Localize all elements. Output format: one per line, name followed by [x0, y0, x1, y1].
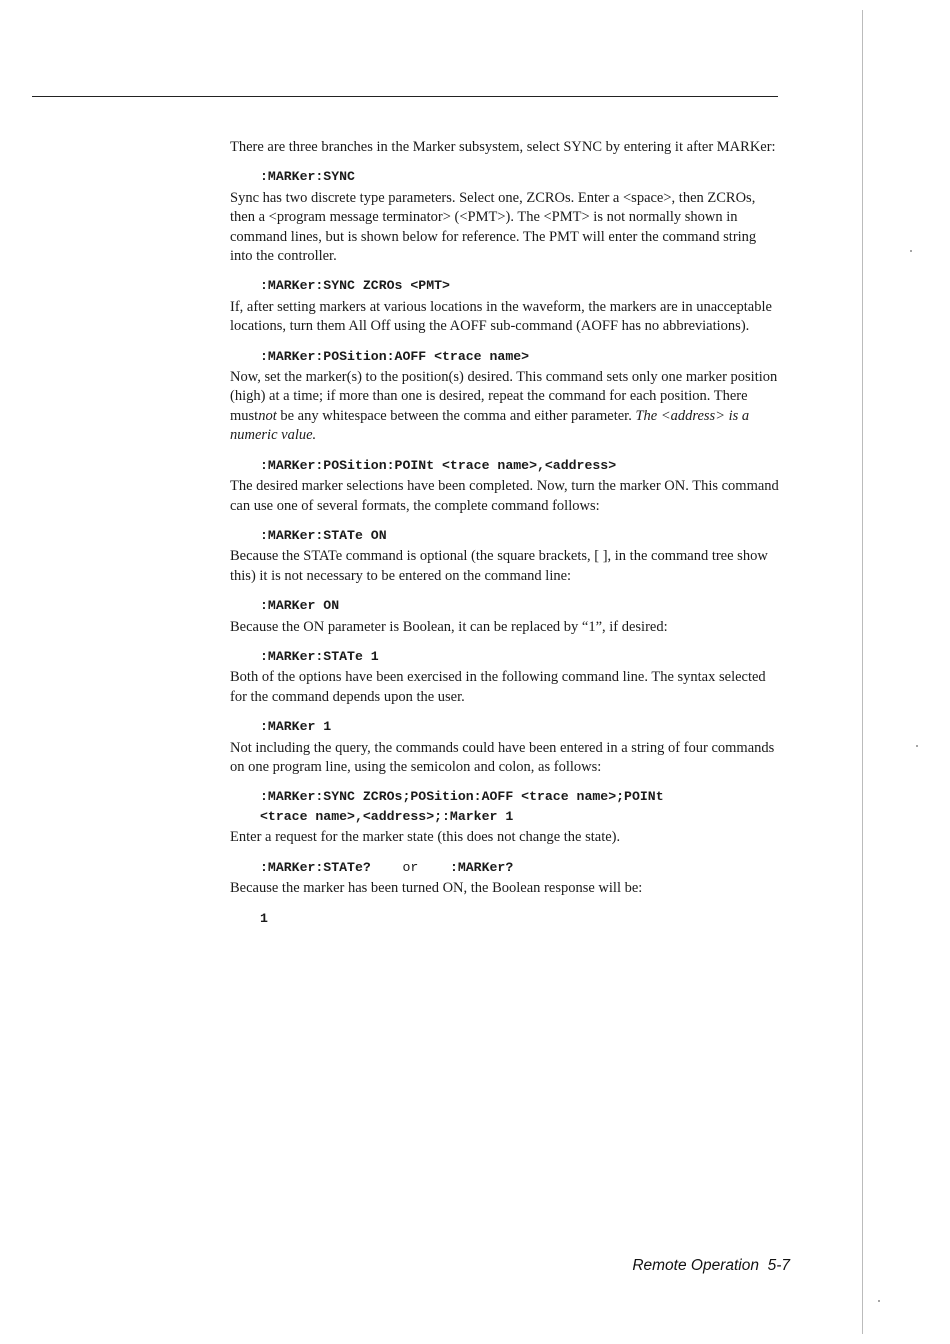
- command-position-point: :MARKer:POSition:POINt <trace name>,<address>: [260, 457, 617, 473]
- command-marker-1: :MARKer 1: [260, 719, 332, 735]
- command-combined-line1: :MARKer:SYNC ZCROs;POSition:AOFF <trace name>;POINt: [260, 789, 664, 805]
- scan-speck: [916, 745, 918, 747]
- scan-speck: [910, 250, 912, 252]
- command-marker-on: :MARKer ON: [260, 598, 340, 614]
- command-query: [260, 858, 782, 877]
- paragraph-aoff-text: If, after setting markers at various locations in the waveform, the markers are in unacceptable locations, turn them All Off using the AOFF sub-command (AOFF has no abbreviations).: [230, 298, 772, 335]
- page-footer: [600, 1257, 790, 1275]
- paragraph-position-italic: The <address> is a numeric value.: [230, 407, 750, 444]
- paragraph-state-optional: Because the STATe command is optional (the square brackets, [ ], in the command tree show this) it is not necessary to be entered on the command line:: [230, 548, 768, 584]
- paragraph-turn-on: The desired marker selections have been completed. Now, turn the marker ON. This command can use one of several formats, the complete command follows:: [230, 478, 779, 514]
- page-edge-line: [862, 10, 863, 1334]
- command-marker-sync: :MARKer:SYNC: [260, 169, 355, 185]
- paragraph-position: [230, 368, 782, 446]
- page-content: [230, 138, 782, 930]
- command-response-1: 1: [260, 910, 268, 926]
- paragraph-aoff: [230, 298, 782, 337]
- paragraph-position-tail: be any whitespace between the comma and either parameter.: [276, 407, 632, 424]
- paragraph-response: Because the marker has been turned ON, the Boolean response will be:: [230, 880, 643, 897]
- command-state-on: :MARKer:STATe ON: [260, 527, 387, 543]
- footer-page-number: 5-7: [767, 1257, 790, 1274]
- command-query-state: :MARKer:STATe?: [260, 859, 371, 875]
- paragraph-position-text: Now, set the marker(s) to the position(s) desired. This command sets only one marker position (high) at a time; if more than one is desired, repeat the command for each position. There must: [230, 369, 778, 424]
- paragraph-string: Not including the query, the commands could have been entered in a string of four commands on one program line, using the semicolon and colon, as follows:: [230, 739, 775, 775]
- paragraph-options: Both of the options have been exercised in the following command line. The syntax selected for the command depends upon the user.: [230, 669, 766, 705]
- paragraph-request: Enter a request for the marker state (this does not change the state).: [230, 829, 621, 846]
- command-state-1: :MARKer:STATe 1: [260, 648, 379, 664]
- paragraph-position-not: not: [258, 407, 277, 424]
- command-query-marker: :MARKer?: [449, 859, 514, 875]
- command-sync-zcros: :MARKer:SYNC ZCROs <PMT>: [260, 278, 450, 294]
- command-query-or: or: [402, 859, 419, 875]
- footer-section: Remote Operation: [632, 1257, 759, 1274]
- command-position-aoff: :MARKer:POSition:AOFF <trace name>: [260, 348, 530, 364]
- paragraph-sync: Sync has two discrete type parameters. Select one, ZCROs. Enter a <space>, then ZCROs, then a <program message terminator> (<PMT>). The <PMT> is not normally shown in command lines, but is shown below for reference. The PMT will enter the command string into the controller.: [230, 189, 757, 265]
- paragraph-intro: There are three branches in the Marker subsystem, select SYNC by entering it after MARKer:: [230, 139, 776, 155]
- header-rule: [32, 96, 778, 97]
- paragraph-boolean: Because the ON parameter is Boolean, it can be replaced by “1”, if desired:: [230, 618, 668, 635]
- command-combined: [260, 787, 782, 826]
- scan-speck: [878, 1300, 880, 1302]
- command-combined-line2: <trace name>,<address>;:Marker 1: [260, 808, 514, 824]
